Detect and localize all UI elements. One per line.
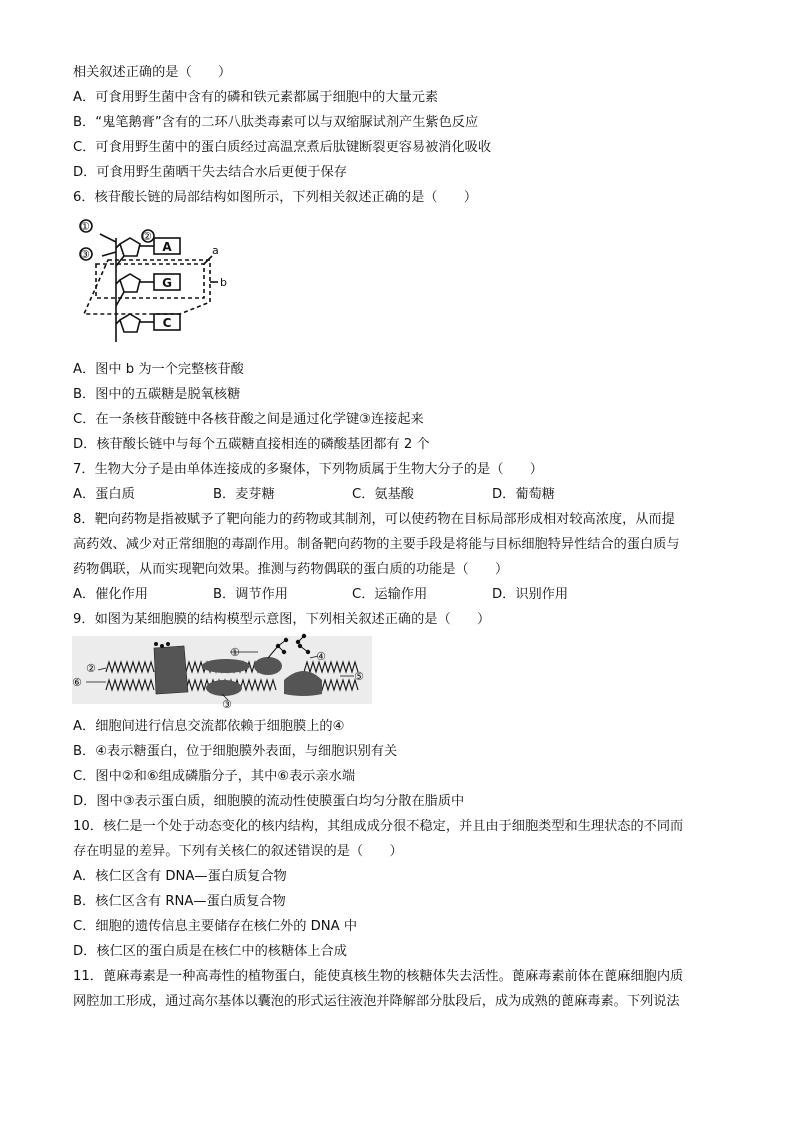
q8-option-b: B．调节作用 [213, 587, 288, 602]
q11-line-2: 网腔加工形成，通过高尔基体以囊泡的形式运往液泡并降解部分肽段后，成为成熟的蓖麻毒素。下列说法 [73, 994, 680, 1009]
dashed-box-b [84, 260, 210, 314]
cell-membrane-figure [72, 632, 372, 710]
dashed-box-a [96, 264, 204, 298]
label-a: a [212, 244, 219, 257]
marker-3-label: ③ [222, 698, 232, 710]
q6-option-b: B．图中的五碳糖是脱氧核糖 [73, 387, 241, 402]
label-b: b [220, 276, 227, 289]
q7-option-c: C．氨基酸 [352, 487, 414, 502]
sugar-2 [120, 274, 140, 292]
marker-1-label: ① [230, 646, 240, 659]
marker-6-label: ⑥ [72, 676, 82, 689]
q10-line-2: 存在明显的差异。下列有关核仁的叙述错误的是（ ） [73, 844, 403, 859]
marker-3-label: ③ [80, 248, 90, 261]
marker-5-label: ⑤ [354, 670, 364, 683]
sugar-3 [120, 314, 140, 332]
q10-option-c: C．细胞的遗传信息主要储存在核仁外的 DNA 中 [73, 919, 358, 934]
q9-option-b: B．④表示糖蛋白，位于细胞膜外表面，与细胞识别有关 [73, 744, 398, 759]
q10-option-d: D．核仁区的蛋白质是在核仁中的核糖体上合成 [73, 944, 347, 959]
q5-option-b: B．“鬼笔鹅膏”含有的二环八肽类毒素可以与双缩脲试剂产生紫色反应 [73, 115, 479, 130]
q8-line-2: 高药效、减少对正常细胞的毒副作用。制备靶向药物的主要手段是将能与目标细胞特异性结合的蛋白质与 [73, 537, 680, 552]
base-g-label: G [162, 276, 172, 290]
marker-2-label: ② [142, 230, 152, 243]
bond-3-line [102, 252, 116, 256]
q9-option-a: A．细胞间进行信息交流都依赖于细胞膜上的④ [73, 719, 345, 734]
marker-1-label: ① [80, 220, 90, 233]
q5-option-a: A．可食用野生菌中含有的磷和铁元素都属于细胞中的大量元素 [73, 90, 439, 105]
protein-upper-right [254, 657, 282, 675]
q9-option-d: D．图中③表示蛋白质，细胞膜的流动性使膜蛋白均匀分散在脂质中 [73, 794, 465, 809]
q8-option-a: A．催化作用 [73, 587, 148, 602]
q9-option-c: C．图中②和⑥组成磷脂分子，其中⑥表示亲水端 [73, 769, 356, 784]
nucleotide-chain-figure [72, 214, 232, 350]
q7-option-a: A．蛋白质 [73, 487, 135, 502]
protein-upper-middle [202, 659, 250, 673]
base-c-label: C [162, 316, 172, 330]
q8-line-1: 8．靶向药物是指被赋予了靶向能力的药物或其制剂，可以使药物在目标局部形成相对较高浓度，从而提 [73, 512, 675, 527]
protein-large-left [154, 646, 188, 694]
q8-line-3: 药物偶联，从而实现靶向效果。推测与药物偶联的蛋白质的功能是（ ） [73, 562, 509, 577]
q10-line-1: 10．核仁是一个处于动态变化的核内结构，其组成成分很不稳定，并且由于细胞类型和生理状态的不同而 [73, 819, 684, 834]
sugar-1 [120, 238, 140, 256]
q7-option-b: B．麦芽糖 [213, 487, 275, 502]
q6-option-c: C．在一条核苷酸链中各核苷酸之间是通过化学键③连接起来 [73, 412, 424, 427]
q7-option-d: D．葡萄糖 [492, 487, 555, 502]
q5-option-c: C．可食用野生菌中的蛋白质经过高温烹煮后肽键断裂更容易被消化吸收 [73, 140, 492, 155]
marker-2-label: ② [86, 662, 96, 675]
marker-4-label: ④ [316, 650, 326, 663]
q9-stem: 9．如图为某细胞膜的结构模型示意图，下列相关叙述正确的是（ ） [73, 612, 491, 627]
q10-option-a: A．核仁区含有 DNA—蛋白质复合物 [73, 869, 287, 884]
q5-stem-tail: 相关叙述正确的是（ ） [73, 65, 232, 80]
phosphate-bond-1 [100, 234, 116, 242]
base-a-label: A [162, 240, 172, 254]
q8-option-c: C．运输作用 [352, 587, 428, 602]
protein-lower-middle [206, 680, 242, 696]
q8-option-d: D．识别作用 [492, 587, 569, 602]
q6-stem: 6．核苷酸长链的局部结构如图所示，下列相关叙述正确的是（ ） [73, 190, 478, 205]
q10-option-b: B．核仁区含有 RNA—蛋白质复合物 [73, 894, 286, 909]
q5-option-d: D．可食用野生菌晒干失去结合水后更便于保存 [73, 165, 347, 180]
q11-line-1: 11．蓖麻毒素是一种高毒性的植物蛋白，能使真核生物的核糖体失去活性。蓖麻毒素前体在蓖麻细胞内质 [73, 969, 684, 984]
q6-option-a: A．图中 b 为一个完整核苷酸 [73, 362, 244, 377]
q6-option-d: D．核苷酸长链中与每个五碳糖直接相连的磷酸基团都有 2 个 [73, 437, 430, 452]
q7-stem: 7．生物大分子是由单体连接成的多聚体，下列物质属于生物大分子的是（ ） [73, 462, 543, 477]
